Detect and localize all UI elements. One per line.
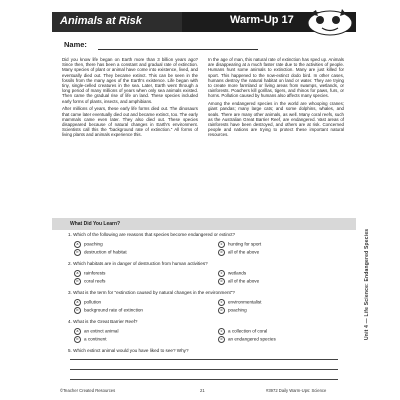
reading-paragraph: In the age of man, this natural rate of extinction has sped up. Animals are disappearing at a much faster rate due to the activities of people. Humans hunt some animals to extinction. Many are just killed for sport. This happened to the now-extinct dodo bird. In other cases, humans destroy the natural habitat on land or water. They are trying to create more farmland or living areas from swamps, wetlands, or rainforests. Poachers kill gorillas, tigers, and rhinos for paws, furs, or horns. Pollution caused by humans also affects many species. bbox=[208, 57, 344, 99]
option-2c[interactable]: c wetlands bbox=[218, 270, 246, 277]
option-2b[interactable]: b coral reefs bbox=[74, 278, 105, 285]
question-text: 2. Which habitats are in danger of destruction from human activities? bbox=[68, 261, 208, 266]
animal-illustration-icon bbox=[300, 6, 356, 38]
option-2a[interactable]: a rainforests bbox=[74, 270, 105, 277]
reading-paragraph: Among the endangered species in the world are whooping cranes; giant pandas; many large cats; and some dolphins, whales, and seals. There are many other animals, as well. Many coral reefs, such as the Australian Great Barrier Reef, are endangered. Vast areas of rainforests have been destroyed, and others are at risk. Concerned people and nations are trying to protect these important natural resources. bbox=[208, 101, 344, 138]
unit-label-text: Unit 4 — Life Science: Endangered Species bbox=[364, 228, 370, 340]
answer-line[interactable] bbox=[70, 369, 338, 370]
name-label: Name: bbox=[64, 40, 87, 49]
answer-line[interactable] bbox=[70, 359, 338, 360]
page-footer bbox=[52, 388, 356, 398]
footer-book-title: #3972 Daily Warm-Ups: Science bbox=[266, 388, 327, 393]
footer-copyright: ©Teacher Created Resources bbox=[60, 388, 116, 393]
unit-side-label bbox=[364, 190, 374, 340]
option-3c[interactable]: c environmentalist bbox=[218, 299, 261, 306]
warmup-title: Warm-Up 17 bbox=[230, 14, 294, 26]
question-text: 4. What is the Great Barrier Reef? bbox=[68, 319, 138, 324]
page-number: 21 bbox=[200, 388, 205, 393]
option-4b[interactable]: b a continent bbox=[74, 336, 106, 343]
name-row bbox=[64, 40, 346, 52]
question-text: 1. Which of the following are reasons that species become endangered or extinct? bbox=[68, 232, 236, 237]
option-4d[interactable]: d an endangered species bbox=[218, 336, 276, 343]
reading-column-right bbox=[208, 57, 344, 140]
question-text: 5. Which extinct animal would you have liked to see? Why? bbox=[68, 348, 189, 353]
option-1a[interactable]: a poaching bbox=[74, 241, 103, 248]
option-4c[interactable]: c a collection of coral bbox=[218, 328, 267, 335]
option-3a[interactable]: a pollution bbox=[74, 299, 101, 306]
learn-section-title: What Did You Learn? bbox=[70, 221, 121, 227]
topic-title: Animals at Risk bbox=[60, 15, 142, 27]
option-1b[interactable]: b destruction of habitat bbox=[74, 249, 127, 256]
option-1c[interactable]: c hunting for sport bbox=[218, 241, 261, 248]
option-1d[interactable]: d all of the above bbox=[218, 249, 259, 256]
reading-column-left bbox=[62, 57, 198, 140]
option-4a[interactable]: a an extinct animal bbox=[74, 328, 118, 335]
question-text: 3. What is the term for "extinction caused by natural changes in the environment"? bbox=[68, 290, 235, 295]
option-3b[interactable]: b background rate of extinction bbox=[74, 307, 143, 314]
worksheet-page bbox=[52, 0, 356, 400]
option-3d[interactable]: d poaching bbox=[218, 307, 247, 314]
reading-paragraph: After millions of years, these early life forms died out. The dinosaurs that came later eventually died out and became extinct, too. The early mammals came even later. They also died out. These species disappeared because of natural changes in Earth's environment. Scientists call this the "background rate of extinction." All forms of living plants and animals experience this. bbox=[62, 106, 198, 138]
answer-line[interactable] bbox=[70, 379, 338, 380]
option-2d[interactable]: d all of the above bbox=[218, 278, 259, 285]
reading-paragraph: Did you know life began on Earth more than 3 billion years ago? Since then, there has been a constant and gradual rate of extinction. Many species of plant or animal have come into existence, lived, and eventually died out. They became extinct. This can be seen in the fossils from the many ages of the Earth's existence. Life began with tiny, single-celled creatures in the sea. Later, Earth went through a long period of many millions of years when only sea animals existed. Then came the gradual rise of life on land. These species included early forms of plants, insects, and amphibians. bbox=[62, 57, 198, 104]
name-field[interactable] bbox=[98, 49, 258, 50]
